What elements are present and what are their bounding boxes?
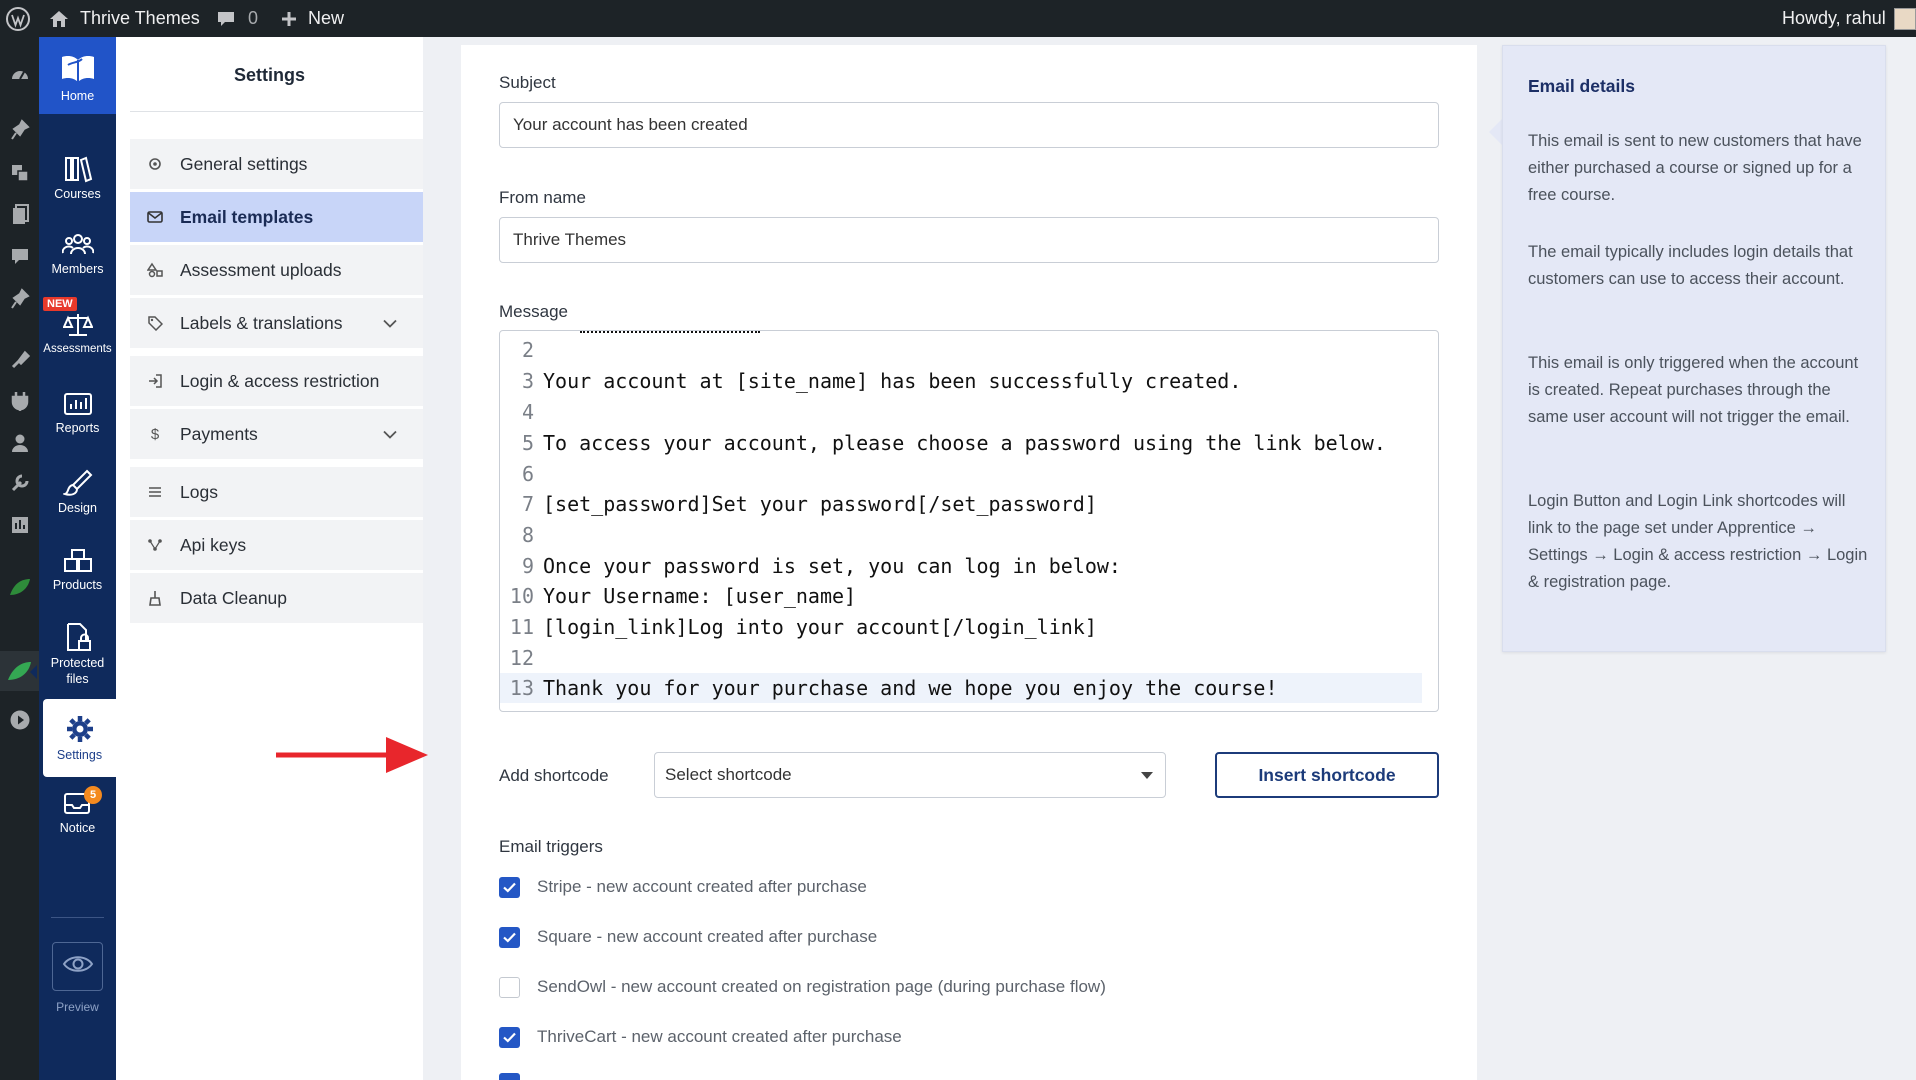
code-line: 9 Once your password is set, you can log in below: [521, 554, 1121, 578]
settings-gear-icon [43, 714, 116, 744]
menu-label: Payments [180, 423, 258, 444]
gear-icon [146, 155, 164, 173]
new-badge: NEW [43, 297, 77, 311]
red-arrow-pointer [274, 733, 430, 784]
menu-label: Logs [180, 481, 218, 502]
members-icon [39, 232, 116, 258]
new-content-link[interactable] [280, 0, 344, 37]
settings-panel [116, 37, 423, 1080]
message-editor[interactable] [499, 330, 1439, 712]
nav-notice[interactable] [39, 789, 116, 837]
details-paragraph: Login Button and Login Link shortcodes will link to the page set under Apprentice → Settings → Login & access restriction → Login & registration page. [1528, 492, 1868, 591]
details-notch [1489, 118, 1503, 146]
users-icon[interactable] [6, 429, 33, 456]
code-line: 5 To access your account, please choose a password using the link below. [521, 431, 1386, 455]
wp-admin-bar [0, 0, 1916, 37]
code-line: 3 Your account at [site_name] has been successfully created. [521, 369, 1242, 393]
list-icon [146, 483, 164, 501]
active-pointer [30, 665, 37, 679]
broom-icon [146, 589, 164, 607]
code-line: 12 [509, 646, 534, 670]
clipped-line-remnant [580, 330, 760, 333]
pages-icon[interactable] [6, 201, 33, 228]
reports-icon [39, 391, 116, 417]
nav-protected-label-1: Protected [50, 656, 105, 670]
media-icon[interactable] [6, 159, 33, 186]
pin-icon-2[interactable] [6, 285, 33, 312]
subject-input[interactable]: Your account has been created [499, 102, 1439, 148]
checkbox-partial[interactable] [499, 1073, 520, 1080]
email-details-panel [1502, 45, 1886, 652]
apprentice-leaf-icon[interactable] [6, 657, 33, 684]
nav-settings[interactable] [43, 699, 116, 777]
nav-products-label: Products [52, 578, 103, 592]
menu-email-templates[interactable] [130, 192, 423, 242]
nav-divider [51, 917, 104, 918]
trigger-item[interactable] [499, 974, 1106, 1000]
comments-count: 0 [248, 8, 259, 28]
notice-count-badge: 5 [84, 786, 102, 804]
code-line: 10 Your Username: [user_name] [509, 584, 857, 608]
subject-label: Subject [499, 73, 556, 92]
email-template-card [461, 45, 1477, 1080]
howdy-text: Howdy, rahul [1782, 8, 1886, 28]
code-line: 11 [login_link]Log into your account[/login_link] [509, 615, 1097, 639]
menu-label: Api keys [180, 534, 247, 555]
checkbox-unchecked[interactable] [499, 977, 520, 998]
insert-shortcode-button[interactable]: Insert shortcode [1215, 752, 1439, 798]
nav-members[interactable] [39, 232, 116, 278]
code-line: 2 [521, 338, 534, 362]
home-icon [48, 9, 70, 29]
nav-protected-files[interactable] [39, 622, 116, 687]
nav-home-label: Home [60, 89, 95, 103]
nav-members-label: Members [51, 262, 104, 276]
dropdown-caret-icon [1141, 772, 1153, 779]
trigger-label: SendOwl - new account created on registration page (during purchase flow) [537, 977, 1106, 996]
trigger-label: ThriveCart - new account created after purchase [537, 1027, 902, 1046]
menu-logs[interactable] [130, 467, 423, 517]
message-label: Message [499, 302, 568, 321]
email-triggers-label: Email triggers [499, 837, 603, 856]
trigger-label: Stripe - new account created after purchase [537, 877, 867, 896]
courses-icon [39, 155, 116, 183]
products-icon [39, 548, 116, 574]
pin-icon[interactable] [6, 116, 33, 143]
envelope-icon [146, 208, 164, 226]
nav-settings-label: Settings [56, 748, 103, 762]
avatar [1894, 8, 1916, 30]
nav-notice-label: Notice [59, 821, 96, 835]
menu-label: Login & access restriction [180, 370, 380, 391]
brush-icon [39, 469, 116, 497]
appearance-icon[interactable] [6, 346, 33, 373]
checkbox-checked[interactable] [499, 877, 520, 898]
plus-icon [280, 10, 298, 28]
menu-login-access[interactable] [130, 356, 423, 406]
nav-home[interactable] [39, 37, 116, 114]
menu-label: Labels & translations [180, 312, 343, 333]
trigger-item[interactable] [499, 1024, 902, 1050]
trigger-item[interactable] [499, 924, 877, 950]
nav-design[interactable] [39, 469, 116, 517]
code-line: 7 [set_password]Set your password[/set_password] [521, 492, 1097, 516]
comments-menu-icon[interactable] [6, 243, 33, 270]
details-paragraph: This email is sent to new customers that have either purchased a course or signed up for a free course. [1528, 132, 1862, 204]
preview-label: Preview [56, 1000, 99, 1014]
assessments-scale-icon [39, 312, 116, 338]
chevron-down-icon[interactable] [383, 424, 397, 445]
details-paragraph: The email typically includes login details that customers can use to access their account. [1528, 243, 1853, 288]
dashboard-icon[interactable] [6, 61, 33, 88]
checkbox-checked[interactable] [499, 927, 520, 948]
code-line: 6 [521, 462, 534, 486]
nav-design-label: Design [58, 501, 97, 515]
nav-assessments-label: Assessments [43, 343, 112, 355]
settings-title: Settings [233, 65, 305, 85]
from-name-label: From name [499, 188, 586, 207]
nav-courses-label: Courses [54, 187, 101, 201]
plugins-icon[interactable] [6, 387, 33, 414]
new-label: New [308, 8, 345, 28]
menu-data-cleanup[interactable] [130, 573, 423, 623]
menu-general-settings[interactable] [130, 139, 423, 189]
site-name: Thrive Themes [80, 8, 200, 28]
preview-button[interactable] [52, 942, 103, 991]
nav-assessments[interactable] [39, 312, 116, 356]
nav-products[interactable] [39, 548, 116, 594]
leaf-icon[interactable] [6, 573, 33, 600]
shapes-icon [146, 261, 164, 279]
menu-payments[interactable] [130, 409, 423, 459]
code-line: 4 [521, 400, 534, 424]
menu-api-keys[interactable] [130, 520, 423, 570]
menu-label: Email templates [180, 206, 314, 227]
checkbox-checked[interactable] [499, 1027, 520, 1048]
shortcode-select-value: Select shortcode [665, 765, 792, 784]
protected-file-icon [39, 622, 116, 652]
wordpress-logo-icon[interactable] [5, 0, 31, 37]
shortcode-select[interactable] [654, 752, 1166, 798]
nav-protected-label-2: files [66, 671, 89, 686]
menu-label: Data Cleanup [180, 587, 288, 608]
menu-assessment-uploads[interactable] [130, 245, 423, 295]
menu-labels-translations[interactable] [130, 298, 423, 348]
code-line: 8 [521, 523, 534, 547]
site-name-link[interactable] [48, 0, 200, 37]
chevron-down-icon[interactable] [383, 313, 397, 334]
tag-icon [146, 314, 164, 332]
comment-icon [216, 10, 236, 28]
eye-icon [62, 953, 94, 980]
details-title: Email details [1528, 76, 1635, 96]
apprentice-sidebar [39, 37, 116, 1080]
nodes-icon [146, 536, 164, 554]
code-line-active: 13 Thank you for your purchase and we hope you enjoy the course! [500, 673, 1422, 703]
play-icon[interactable] [6, 706, 33, 733]
from-name-input[interactable]: Thrive Themes [499, 217, 1439, 263]
trigger-item[interactable] [499, 874, 867, 900]
add-shortcode-label: Add shortcode [499, 766, 609, 785]
home-book-icon [39, 51, 116, 85]
nav-reports[interactable] [39, 391, 116, 437]
comments-link[interactable] [216, 0, 258, 37]
nav-reports-label: Reports [55, 421, 100, 435]
wp-admin-menu [0, 37, 39, 1080]
settings-menu-icon[interactable] [6, 511, 33, 538]
dollar-icon: $ [150, 425, 160, 443]
nav-courses[interactable] [39, 155, 116, 203]
tools-icon[interactable] [6, 469, 33, 496]
settings-divider [130, 111, 423, 112]
login-icon [146, 372, 164, 390]
trigger-label: Square - new account created after purchase [537, 927, 878, 946]
details-paragraph: This email is only triggered when the account is created. Repeat purchases through the same user account will not trigger the email. [1528, 354, 1859, 426]
account-menu[interactable] [1782, 0, 1916, 37]
notice-inbox-icon [39, 789, 116, 817]
menu-label: Assessment uploads [180, 259, 342, 280]
menu-label: General settings [180, 153, 308, 174]
